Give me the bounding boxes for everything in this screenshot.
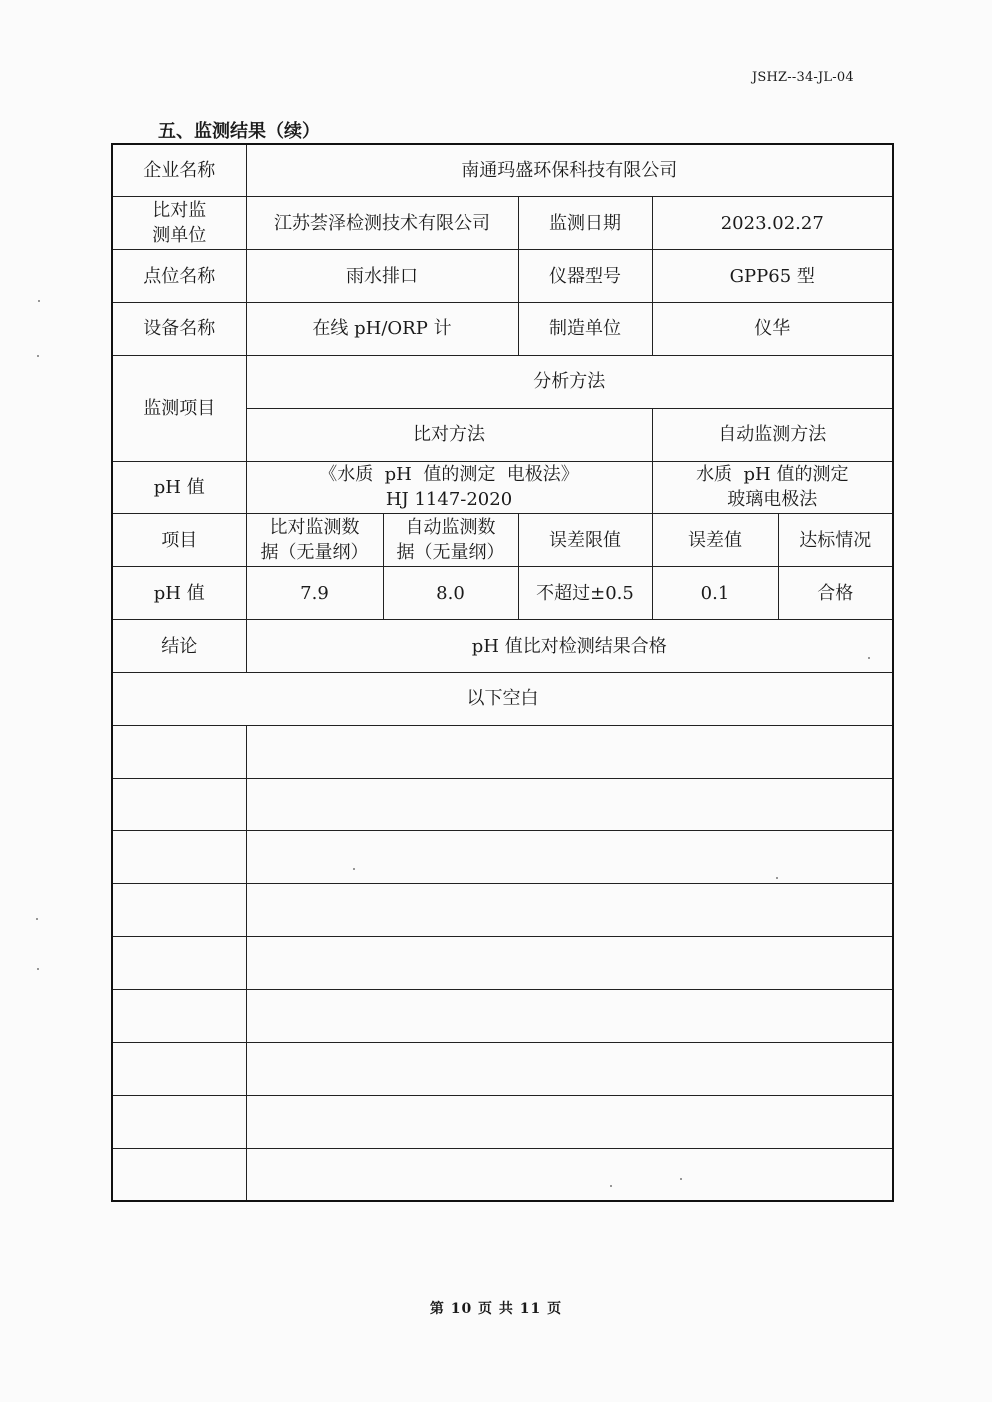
data-error: 0.1 [652, 567, 778, 620]
header-compare-data-line-2: 据（无量纲） [260, 542, 369, 564]
row-method-detail [112, 461, 893, 514]
page-number: 第 10 页 共 11 页 [429, 1301, 563, 1317]
method-param: pH 值 [112, 461, 246, 514]
blank-cell [246, 990, 893, 1043]
unit-label: 比对监测单位 [112, 197, 246, 250]
scan-speck [36, 918, 38, 920]
device-label: 设备名称 [112, 303, 246, 356]
header-auto-data-line-1: 自动监测数 [405, 517, 496, 539]
row-company [112, 144, 893, 197]
company-label: 企业名称 [112, 144, 246, 197]
compare-method-line-1: 《水质 pH 值的测定 电极法》 [319, 464, 579, 486]
point-value: 雨水排口 [246, 250, 518, 303]
blank-cell [246, 778, 893, 831]
auto-method-line-1: 水质 pH 值的测定 [696, 464, 849, 486]
row-analysis-method [112, 355, 893, 408]
blank-cell [112, 1095, 246, 1148]
blank-cell [112, 884, 246, 937]
header-auto-data-line-2: 据（无量纲） [396, 542, 505, 564]
blank-row [112, 831, 893, 884]
unit-value: 江苏荟泽检测技术有限公司 [246, 197, 518, 250]
scan-speck [776, 877, 778, 879]
row-device [112, 303, 893, 356]
auto-method-label: 自动监测方法 [652, 408, 893, 461]
scan-speck [680, 1178, 682, 1180]
data-status: 合格 [778, 567, 893, 620]
blank-note: 以下空白 [112, 672, 893, 725]
point-label: 点位名称 [112, 250, 246, 303]
data-compare-value: 7.9 [246, 567, 383, 620]
date-label: 监测日期 [518, 197, 652, 250]
blank-row [112, 725, 893, 778]
blank-cell [112, 937, 246, 990]
section-title: 五、监测结果（续） [158, 121, 320, 142]
blank-row [112, 990, 893, 1043]
model-label: 仪器型号 [518, 250, 652, 303]
header-item: 项目 [112, 514, 246, 567]
header-status: 达标情况 [778, 514, 893, 567]
blank-row [112, 884, 893, 937]
row-monitoring-unit [112, 197, 893, 250]
blank-cell [112, 831, 246, 884]
scan-speck [37, 355, 39, 357]
model-value: GPP65 型 [652, 250, 893, 303]
data-item: pH 值 [112, 567, 246, 620]
monitoring-item-label: 监测项目 [112, 355, 246, 461]
analysis-method-label: 分析方法 [246, 355, 893, 408]
blank-cell [246, 937, 893, 990]
blank-cell [246, 831, 893, 884]
row-blank-note [112, 672, 893, 725]
blank-row [112, 937, 893, 990]
auto-method-line-2: 玻璃电极法 [727, 489, 818, 511]
row-conclusion [112, 620, 893, 673]
header-compare-data [246, 514, 383, 567]
header-limit: 误差限值 [518, 514, 652, 567]
date-value: 2023.02.27 [652, 197, 893, 250]
data-limit: 不超过±0.5 [518, 567, 652, 620]
blank-cell [246, 1148, 893, 1201]
compare-method-line-2: HJ 1147-2020 [385, 489, 513, 511]
blank-cell [246, 1042, 893, 1095]
blank-cell [112, 1042, 246, 1095]
blank-row [112, 778, 893, 831]
blank-cell [112, 725, 246, 778]
header-compare-data-line-1: 比对监测数 [269, 517, 360, 539]
scan-speck [353, 868, 355, 870]
document-code: JSHZ--34-JL-04 [752, 70, 854, 85]
blank-cell [112, 778, 246, 831]
device-value: 在线 pH/ORP 计 [246, 303, 518, 356]
row-data-header [112, 514, 893, 567]
conclusion-value: pH 值比对检测结果合格 [246, 620, 893, 673]
blank-cell [246, 1095, 893, 1148]
maker-value: 仪华 [652, 303, 893, 356]
conclusion-label: 结论 [112, 620, 246, 673]
row-point [112, 250, 893, 303]
data-auto-value: 8.0 [383, 567, 518, 620]
header-auto-data [383, 514, 518, 567]
compare-method-label: 比对方法 [246, 408, 652, 461]
row-data-values [112, 567, 893, 620]
auto-method [652, 461, 893, 514]
header-error: 误差值 [652, 514, 778, 567]
blank-row [112, 1042, 893, 1095]
compare-method [246, 461, 652, 514]
scan-speck [868, 657, 870, 659]
blank-cell [112, 1148, 246, 1201]
blank-cell [112, 990, 246, 1043]
blank-cell [246, 884, 893, 937]
scan-speck [610, 1185, 612, 1187]
blank-cell [246, 725, 893, 778]
scan-speck [38, 300, 40, 302]
maker-label: 制造单位 [518, 303, 652, 356]
scan-speck [37, 968, 39, 970]
blank-row [112, 1095, 893, 1148]
blank-row [112, 1148, 893, 1201]
company-value: 南通玛盛环保科技有限公司 [246, 144, 893, 197]
monitoring-results-table [111, 143, 894, 1202]
